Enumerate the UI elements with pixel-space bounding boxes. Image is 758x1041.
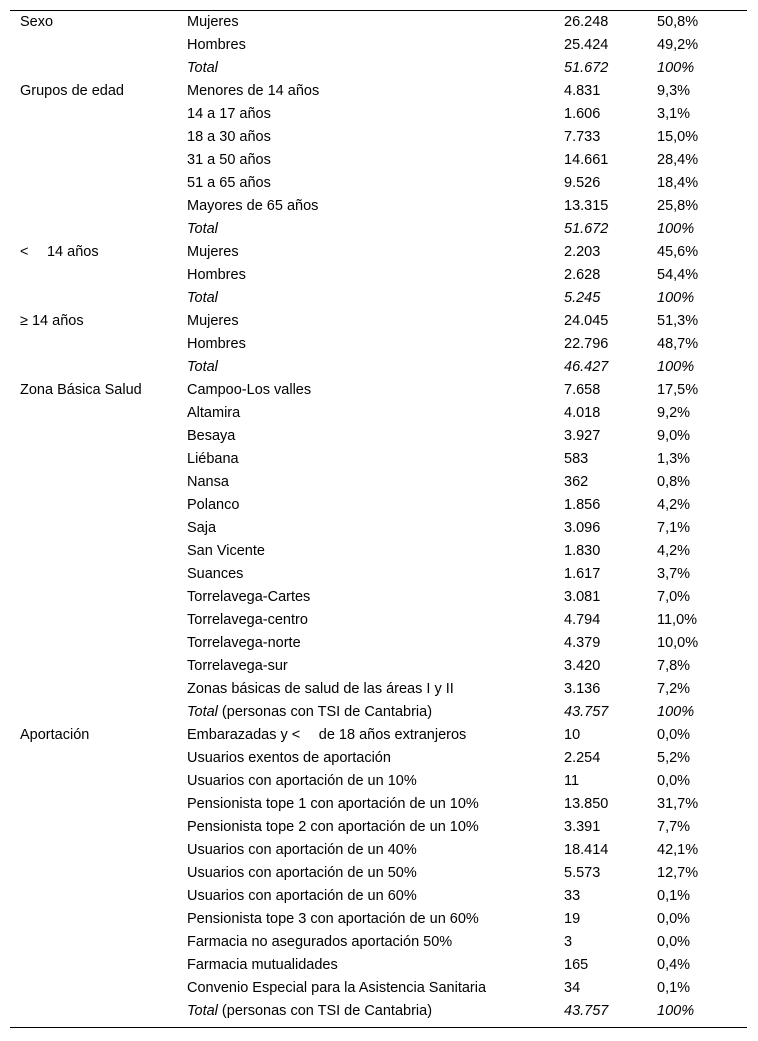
table-row xyxy=(10,149,747,172)
percent-cell: 7,0% xyxy=(657,589,691,605)
count-cell: 5.245 xyxy=(564,290,601,306)
category-cell xyxy=(187,954,564,977)
percent-cell: 7,7% xyxy=(657,819,691,835)
group-cell xyxy=(10,195,187,218)
group-cell: < 14 años xyxy=(20,244,99,260)
percent-cell: 7,8% xyxy=(657,658,691,674)
category-label: Zonas básicas de salud de las áreas I y II xyxy=(187,681,454,697)
count-cell: 3.420 xyxy=(564,658,601,674)
count-cell: 19 xyxy=(564,911,581,927)
category-label: Mayores de 65 años xyxy=(187,198,319,214)
category-cell xyxy=(187,793,564,816)
count-cell: 13.315 xyxy=(564,198,609,214)
group-cell xyxy=(10,701,187,724)
count-cell: 1.830 xyxy=(564,543,601,559)
table-row xyxy=(10,747,747,770)
group-cell xyxy=(10,126,187,149)
category-label: Mujeres xyxy=(187,14,239,30)
table-row xyxy=(10,126,747,149)
category-label: Mujeres xyxy=(187,313,239,329)
count-cell: 14.661 xyxy=(564,152,609,168)
count-cell: 2.628 xyxy=(564,267,601,283)
table-row xyxy=(10,793,747,816)
category-label: Farmacia mutualidades xyxy=(187,957,338,973)
category-label: Usuarios con aportación de un 50% xyxy=(187,865,417,881)
group-cell: ≥ 14 años xyxy=(20,313,84,329)
table-row xyxy=(10,172,747,195)
percent-cell: 54,4% xyxy=(657,267,699,283)
count-cell: 25.424 xyxy=(564,37,609,53)
count-cell: 2.203 xyxy=(564,244,601,260)
category-label: Total xyxy=(187,1003,218,1019)
category-label: Torrelavega-Cartes xyxy=(187,589,311,605)
category-label: Saja xyxy=(187,520,217,536)
table-row xyxy=(10,241,747,264)
category-cell xyxy=(187,471,564,494)
category-cell xyxy=(187,747,564,770)
group-cell xyxy=(10,448,187,471)
table-row xyxy=(10,586,747,609)
group-cell xyxy=(10,540,187,563)
category-cell xyxy=(187,57,564,80)
percent-cell: 42,1% xyxy=(657,842,699,858)
percent-cell: 9,2% xyxy=(657,405,691,421)
category-label: Polanco xyxy=(187,497,240,513)
table-row xyxy=(10,563,747,586)
table-row xyxy=(10,540,747,563)
category-cell xyxy=(187,816,564,839)
count-cell: 11 xyxy=(564,773,580,789)
group-cell xyxy=(10,747,187,770)
group-cell xyxy=(10,770,187,793)
group-cell xyxy=(10,425,187,448)
category-cell xyxy=(187,149,564,172)
table-total-row xyxy=(10,701,747,724)
category-label: Usuarios con aportación de un 10% xyxy=(187,773,417,789)
table-row xyxy=(10,954,747,977)
table-row xyxy=(10,310,747,333)
count-cell: 10 xyxy=(564,727,581,743)
category-cell xyxy=(187,586,564,609)
group-cell: Sexo xyxy=(20,14,54,30)
table-row xyxy=(10,839,747,862)
category-cell xyxy=(187,195,564,218)
percent-cell: 100% xyxy=(657,704,695,720)
table-total-row xyxy=(10,287,747,310)
category-cell xyxy=(187,701,564,724)
percent-cell: 0,1% xyxy=(657,888,691,904)
group-cell xyxy=(10,954,187,977)
group-cell xyxy=(10,333,187,356)
count-cell: 51.672 xyxy=(564,221,609,237)
table-row xyxy=(10,517,747,540)
table-row xyxy=(10,931,747,954)
category-cell xyxy=(187,425,564,448)
category-label: Pensionista tope 2 con aportación de un 10% xyxy=(187,819,479,835)
group-cell xyxy=(10,172,187,195)
category-note: (personas con TSI de Cantabria) xyxy=(217,1003,433,1019)
group-cell xyxy=(10,931,187,954)
percent-cell: 100% xyxy=(657,359,695,375)
count-cell: 46.427 xyxy=(564,359,609,375)
population-table xyxy=(10,10,747,1028)
category-label: Embarazadas y < de 18 años extranjeros xyxy=(187,727,467,743)
percent-cell: 25,8% xyxy=(657,198,699,214)
percent-cell: 50,8% xyxy=(657,14,699,30)
table-row xyxy=(10,632,747,655)
count-cell: 3.927 xyxy=(564,428,601,444)
percent-cell: 9,3% xyxy=(657,83,691,99)
percent-cell: 9,0% xyxy=(657,428,691,444)
table-row xyxy=(10,402,747,425)
table-total-row xyxy=(10,218,747,241)
category-label: Usuarios exentos de aportación xyxy=(187,750,391,766)
table-body xyxy=(10,11,747,1028)
table-row xyxy=(10,379,747,402)
category-label: Farmacia no asegurados aportación 50% xyxy=(187,934,453,950)
category-label: Hombres xyxy=(187,336,246,352)
group-cell xyxy=(10,402,187,425)
category-cell xyxy=(187,356,564,379)
percent-cell: 31,7% xyxy=(657,796,699,812)
table-total-row xyxy=(10,356,747,379)
category-cell xyxy=(187,264,564,287)
category-label: Usuarios con aportación de un 40% xyxy=(187,842,417,858)
category-label: Torrelavega-sur xyxy=(187,658,288,674)
percent-cell: 0,1% xyxy=(657,980,691,996)
group-cell xyxy=(10,57,187,80)
percent-cell: 11,0% xyxy=(657,612,698,628)
percent-cell: 7,2% xyxy=(657,681,691,697)
category-cell xyxy=(187,333,564,356)
group-cell xyxy=(10,793,187,816)
category-label: Besaya xyxy=(187,428,236,444)
count-cell: 5.573 xyxy=(564,865,601,881)
category-label: Pensionista tope 3 con aportación de un 60% xyxy=(187,911,479,927)
percent-cell: 17,5% xyxy=(657,382,699,398)
group-cell xyxy=(10,1000,187,1028)
category-cell xyxy=(187,402,564,425)
category-label: Total xyxy=(187,290,218,306)
count-cell: 3.081 xyxy=(564,589,601,605)
category-label: Total xyxy=(187,221,218,237)
count-cell: 13.850 xyxy=(564,796,609,812)
group-cell xyxy=(10,908,187,931)
count-cell: 3.136 xyxy=(564,681,601,697)
category-cell xyxy=(187,310,564,333)
percent-cell: 48,7% xyxy=(657,336,699,352)
count-cell: 1.856 xyxy=(564,497,601,513)
category-label: 31 a 50 años xyxy=(187,152,271,168)
category-label: Suances xyxy=(187,566,244,582)
category-cell xyxy=(187,678,564,701)
data-table-container xyxy=(10,10,747,1028)
count-cell: 26.248 xyxy=(564,14,609,30)
count-cell: 9.526 xyxy=(564,175,601,191)
percent-cell: 3,1% xyxy=(657,106,691,122)
percent-cell: 49,2% xyxy=(657,37,699,53)
percent-cell: 1,3% xyxy=(657,451,691,467)
category-cell xyxy=(187,632,564,655)
category-cell xyxy=(187,34,564,57)
group-cell xyxy=(10,287,187,310)
table-row xyxy=(10,885,747,908)
category-cell xyxy=(187,724,564,747)
category-label: 14 a 17 años xyxy=(187,106,271,122)
percent-cell: 10,0% xyxy=(657,635,699,651)
category-cell xyxy=(187,517,564,540)
percent-cell: 0,0% xyxy=(657,934,691,950)
group-cell xyxy=(10,218,187,241)
group-cell xyxy=(10,34,187,57)
group-cell xyxy=(10,563,187,586)
count-cell: 18.414 xyxy=(564,842,609,858)
table-row xyxy=(10,816,747,839)
table-row xyxy=(10,655,747,678)
category-cell xyxy=(187,287,564,310)
group-cell xyxy=(10,356,187,379)
count-cell: 24.045 xyxy=(564,313,609,329)
category-cell xyxy=(187,931,564,954)
count-cell: 7.658 xyxy=(564,382,601,398)
percent-cell: 100% xyxy=(657,1003,695,1019)
table-row xyxy=(10,862,747,885)
table-row xyxy=(10,678,747,701)
percent-cell: 0,0% xyxy=(657,911,691,927)
percent-cell: 0,8% xyxy=(657,474,691,490)
category-cell xyxy=(187,11,564,35)
category-label: San Vicente xyxy=(187,543,265,559)
table-row xyxy=(10,494,747,517)
category-cell xyxy=(187,885,564,908)
category-label: Pensionista tope 1 con aportación de un 10% xyxy=(187,796,479,812)
percent-cell: 45,6% xyxy=(657,244,699,260)
count-cell: 7.733 xyxy=(564,129,601,145)
category-cell xyxy=(187,655,564,678)
percent-cell: 28,4% xyxy=(657,152,699,168)
table-row xyxy=(10,471,747,494)
category-cell xyxy=(187,379,564,402)
category-cell xyxy=(187,494,564,517)
count-cell: 2.254 xyxy=(564,750,601,766)
count-cell: 583 xyxy=(564,451,589,467)
category-label: Convenio Especial para la Asistencia Sanitaria xyxy=(187,980,487,996)
count-cell: 4.379 xyxy=(564,635,601,651)
group-cell xyxy=(10,839,187,862)
table-row xyxy=(10,724,747,747)
category-cell xyxy=(187,241,564,264)
group-cell xyxy=(10,264,187,287)
group-cell xyxy=(10,149,187,172)
category-cell xyxy=(187,839,564,862)
percent-cell: 4,2% xyxy=(657,543,691,559)
category-cell xyxy=(187,1000,564,1028)
category-cell xyxy=(187,80,564,103)
category-label: 18 a 30 años xyxy=(187,129,271,145)
percent-cell: 100% xyxy=(657,290,695,306)
category-label: Hombres xyxy=(187,267,246,283)
category-cell xyxy=(187,218,564,241)
group-cell xyxy=(10,494,187,517)
count-cell: 3 xyxy=(564,934,573,950)
category-label: Torrelavega-norte xyxy=(187,635,301,651)
table-row xyxy=(10,425,747,448)
category-label: Hombres xyxy=(187,37,246,53)
category-label: 51 a 65 años xyxy=(187,175,271,191)
group-cell xyxy=(10,471,187,494)
table-row xyxy=(10,333,747,356)
count-cell: 362 xyxy=(564,474,589,490)
count-cell: 51.672 xyxy=(564,60,609,76)
count-cell: 4.794 xyxy=(564,612,601,628)
percent-cell: 0,4% xyxy=(657,957,691,973)
table-row xyxy=(10,11,747,35)
category-label: Mujeres xyxy=(187,244,239,260)
table-total-row xyxy=(10,57,747,80)
category-label: Torrelavega-centro xyxy=(187,612,308,628)
group-cell xyxy=(10,103,187,126)
group-cell xyxy=(10,977,187,1000)
percent-cell: 12,7% xyxy=(657,865,699,881)
percent-cell: 0,0% xyxy=(657,727,691,743)
table-row xyxy=(10,103,747,126)
category-label: Total xyxy=(187,359,218,375)
category-note: (personas con TSI de Cantabria) xyxy=(217,704,433,720)
category-label: Total xyxy=(187,60,218,76)
group-cell: Aportación xyxy=(20,727,90,743)
count-cell: 43.757 xyxy=(564,1003,609,1019)
count-cell: 22.796 xyxy=(564,336,609,352)
category-cell xyxy=(187,172,564,195)
table-row xyxy=(10,80,747,103)
count-cell: 1.617 xyxy=(564,566,601,582)
table-row xyxy=(10,908,747,931)
count-cell: 34 xyxy=(564,980,581,996)
table-row xyxy=(10,448,747,471)
category-cell xyxy=(187,448,564,471)
group-cell xyxy=(10,862,187,885)
group-cell xyxy=(10,586,187,609)
group-cell xyxy=(10,678,187,701)
table-total-row xyxy=(10,1000,747,1028)
category-label: Liébana xyxy=(187,451,239,467)
percent-cell: 5,2% xyxy=(657,750,691,766)
percent-cell: 7,1% xyxy=(657,520,691,536)
count-cell: 4.018 xyxy=(564,405,601,421)
count-cell: 33 xyxy=(564,888,581,904)
category-label: Usuarios con aportación de un 60% xyxy=(187,888,417,904)
count-cell: 43.757 xyxy=(564,704,609,720)
table-row xyxy=(10,977,747,1000)
category-label: Campoo-Los valles xyxy=(187,382,312,398)
percent-cell: 15,0% xyxy=(657,129,699,145)
group-cell: Grupos de edad xyxy=(20,83,124,99)
category-cell xyxy=(187,540,564,563)
table-row xyxy=(10,264,747,287)
table-row xyxy=(10,195,747,218)
group-cell: Zona Básica Salud xyxy=(20,382,142,398)
category-label: Menores de 14 años xyxy=(187,83,320,99)
category-cell xyxy=(187,862,564,885)
group-cell xyxy=(10,609,187,632)
category-label: Nansa xyxy=(187,474,229,490)
count-cell: 4.831 xyxy=(564,83,601,99)
table-row xyxy=(10,609,747,632)
category-cell xyxy=(187,977,564,1000)
count-cell: 3.096 xyxy=(564,520,601,536)
table-row xyxy=(10,770,747,793)
table-row xyxy=(10,34,747,57)
category-label: Altamira xyxy=(187,405,241,421)
percent-cell: 51,3% xyxy=(657,313,699,329)
count-cell: 1.606 xyxy=(564,106,601,122)
category-cell xyxy=(187,126,564,149)
percent-cell: 3,7% xyxy=(657,566,691,582)
category-label: Total xyxy=(187,704,218,720)
percent-cell: 18,4% xyxy=(657,175,699,191)
percent-cell: 0,0% xyxy=(657,773,691,789)
group-cell xyxy=(10,885,187,908)
category-cell xyxy=(187,609,564,632)
percent-cell: 4,2% xyxy=(657,497,691,513)
category-cell xyxy=(187,908,564,931)
group-cell xyxy=(10,816,187,839)
group-cell xyxy=(10,517,187,540)
category-cell xyxy=(187,103,564,126)
category-cell xyxy=(187,563,564,586)
category-cell xyxy=(187,770,564,793)
group-cell xyxy=(10,632,187,655)
group-cell xyxy=(10,655,187,678)
percent-cell: 100% xyxy=(657,221,695,237)
percent-cell: 100% xyxy=(657,60,695,76)
count-cell: 165 xyxy=(564,957,589,973)
count-cell: 3.391 xyxy=(564,819,601,835)
